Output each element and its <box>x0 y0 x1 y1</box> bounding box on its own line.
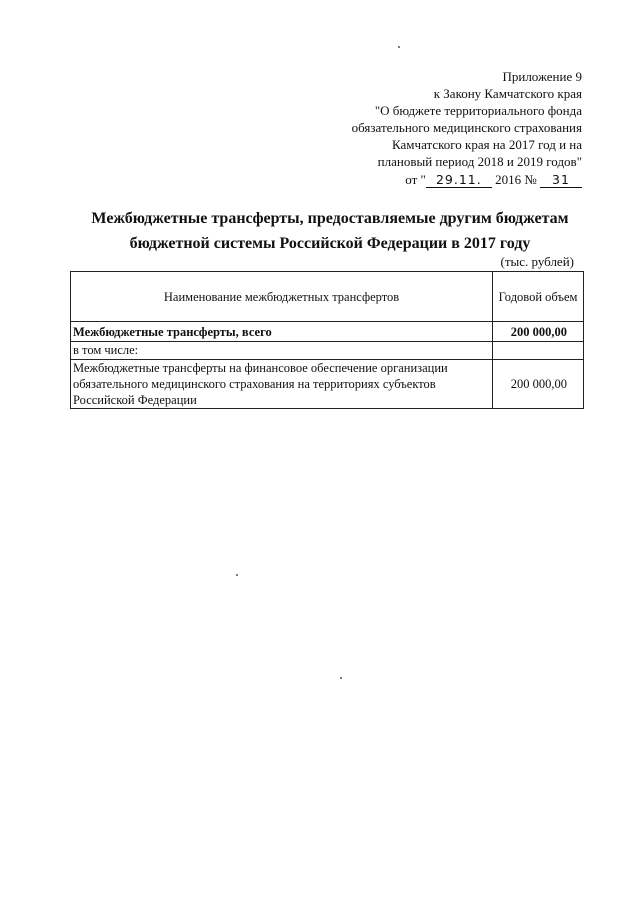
appendix-header <box>282 68 582 188</box>
column-header-name: Наименование межбюджетных трансфертов <box>71 272 493 322</box>
scan-speck <box>236 574 238 576</box>
handwritten-law-number: 31 <box>540 173 582 188</box>
document-title <box>60 206 600 256</box>
total-amount: 200 000,00 <box>493 322 584 342</box>
total-name: Межбюджетные трансферты, всего <box>71 322 493 342</box>
table-row <box>71 360 584 409</box>
title-line: бюджетной системы Российской Федерации в 2017 году <box>129 235 531 252</box>
date-year: 2016 № <box>495 172 537 187</box>
table-header-row <box>71 272 584 322</box>
appendix-line: Камчатского края на 2017 год и на <box>392 137 582 152</box>
scan-speck <box>340 677 342 679</box>
date-prefix: от " <box>405 172 426 187</box>
law-date-line <box>282 171 582 188</box>
including-amount-empty <box>493 342 584 360</box>
appendix-line: обязательного медицинского страхования <box>351 120 582 135</box>
table-row-including <box>71 342 584 360</box>
column-header-amount: Годовой объем <box>493 272 584 322</box>
table-row-total <box>71 322 584 342</box>
scan-speck <box>398 46 400 48</box>
appendix-line: "О бюджете территориального фонда <box>374 103 582 118</box>
row-amount: 200 000,00 <box>493 360 584 409</box>
including-label: в том числе: <box>71 342 493 360</box>
appendix-line: к Закону Камчатского края <box>433 86 582 101</box>
units-label: (тыс. рублей) <box>500 254 574 269</box>
row-name: Межбюджетные трансферты на финансовое обеспечение организации обязательного медицинского страхования на территориях субъектов Российской Федерации <box>71 360 493 409</box>
title-line: Межбюджетные трансферты, предоставляемые другим бюджетам <box>91 210 569 227</box>
handwritten-date: 29.11. <box>426 173 492 188</box>
transfers-table <box>70 271 584 409</box>
appendix-line: Приложение 9 <box>502 69 582 84</box>
appendix-line: плановый период 2018 и 2019 годов" <box>377 154 582 169</box>
